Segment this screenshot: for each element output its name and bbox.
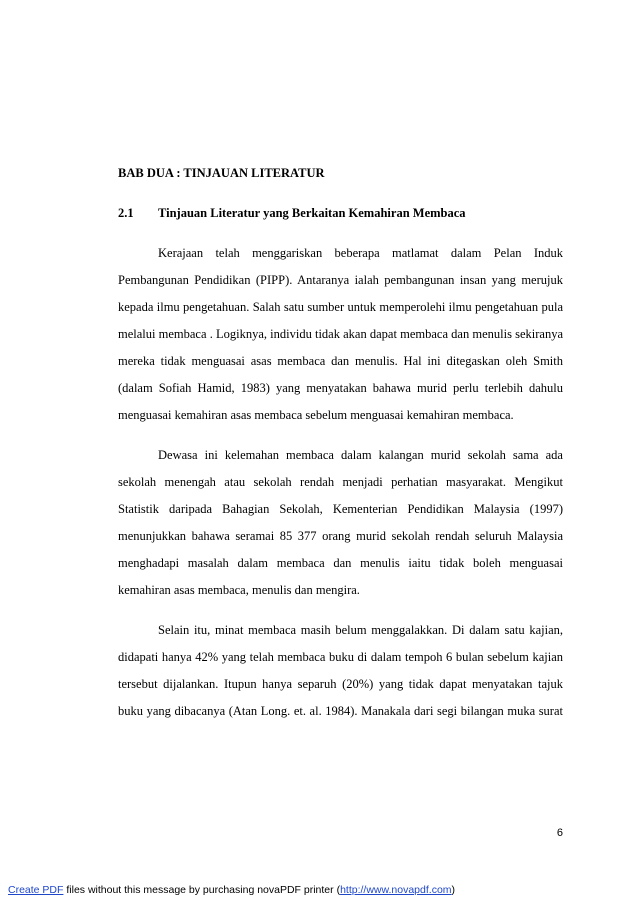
paragraph-line: menghadapi masalah dalam membaca dan menulis iaitu tidak boleh menguasai — [118, 556, 563, 570]
paragraph-line: menunjukkan bahawa seramai 85 377 orang murid sekolah rendah seluruh Malaysia — [118, 529, 563, 543]
section-title: Tinjauan Literatur yang Berkaitan Kemahiran Membaca — [158, 206, 466, 220]
paragraph-line: Dewasa ini kelemahan membaca dalam kalangan murid sekolah sama ada — [158, 448, 563, 462]
paragraph-line: tersebut dijalankan. Itupun hanya separuh (20%) yang tidak dapat menyatakan tajuk — [118, 677, 563, 691]
paragraph-line: Kerajaan telah menggariskan beberapa matlamat dalam Pelan Induk — [158, 246, 563, 260]
create-pdf-link[interactable]: Create PDF — [8, 884, 64, 896]
paragraph-line: Selain itu, minat membaca masih belum menggalakkan. Di dalam satu kajian, — [158, 623, 563, 637]
paragraph-line: melalui membaca . Logiknya, individu tidak akan dapat membaca dan menulis sekiranya — [118, 327, 563, 341]
paragraph-line: buku yang dibacanya (Atan Long. et. al. 1984). Manakala dari segi bilangan muka surat — [118, 704, 563, 718]
paragraph-line: Pembangunan Pendidikan (PIPP). Antaranya ialah pembangunan insan yang merujuk — [118, 273, 563, 287]
chapter-title: BAB DUA : TINJAUAN LITERATUR — [118, 166, 325, 180]
paragraph-line: menguasai kemahiran asas membaca sebelum menguasai kemahiran membaca. — [118, 408, 514, 422]
section-number: 2.1 — [118, 206, 134, 220]
paragraph-line: kemahiran asas membaca, menulis dan mengira. — [118, 583, 360, 597]
paragraph-line: mereka tidak menguasai asas membaca dan menulis. Hal ini ditegaskan oleh Smith — [118, 354, 563, 368]
paragraph-line: (dalam Sofiah Hamid, 1983) yang menyatakan bahawa murid perlu terlebih dahulu — [118, 381, 563, 395]
paragraph-line: Statistik daripada Bahagian Sekolah, Kementerian Pendidikan Malaysia (1997) — [118, 502, 563, 516]
novapdf-url-link[interactable]: http://www.novapdf.com — [340, 884, 452, 896]
pdf-footer — [8, 884, 455, 896]
paragraph-line: sekolah menengah atau sekolah rendah menjadi perhatian masyarakat. Mengikut — [118, 475, 563, 489]
section-heading — [118, 206, 466, 221]
page-number: 6 — [556, 827, 563, 839]
footer-end: ) — [451, 884, 456, 896]
paragraph-line: didapati hanya 42% yang telah membaca buku di dalam tempoh 6 bulan sebelum kajian — [118, 650, 563, 664]
footer-text: files without this message by purchasing novaPDF printer ( — [63, 884, 341, 896]
paragraph-line: kepada ilmu pengetahuan. Salah satu sumber untuk memperolehi ilmu pengetahuan pula — [118, 300, 563, 314]
